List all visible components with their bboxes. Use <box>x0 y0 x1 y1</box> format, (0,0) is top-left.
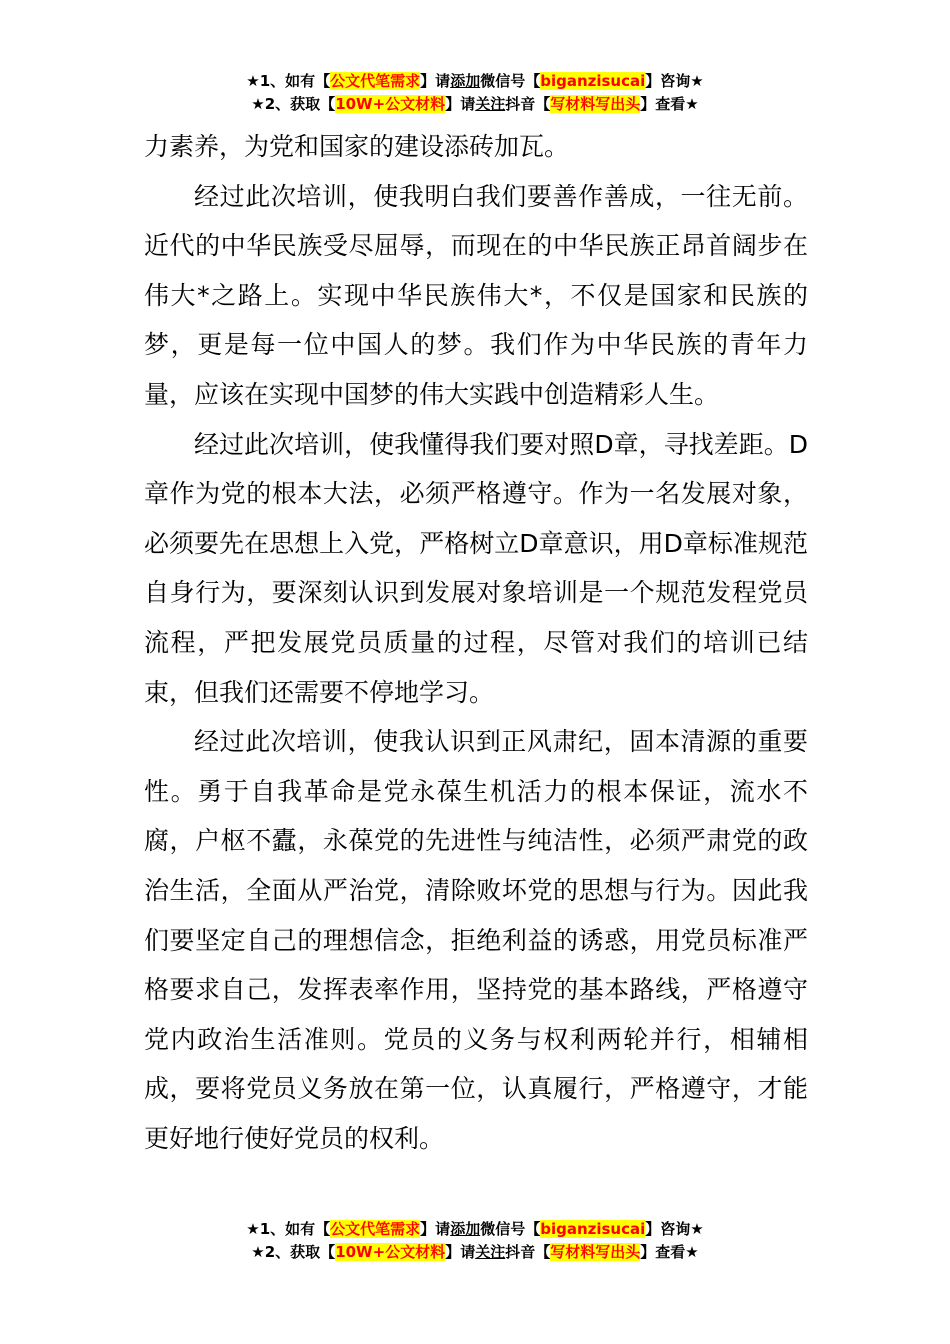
header-banner <box>0 70 950 116</box>
banner-highlight: 10W+公文材料 <box>335 95 446 113</box>
banner-highlight: biganzisucai <box>540 72 646 90</box>
paragraph: 力素养，为党和国家的建设添砖加瓦。 <box>144 132 570 161</box>
banner-line-2 <box>0 1241 950 1264</box>
banner-highlight: biganzisucai <box>540 1220 646 1238</box>
banner-text: 微信号【 <box>480 1220 541 1238</box>
banner-text: 抖音【 <box>505 1243 551 1261</box>
banner-text: ★1、如有【 <box>246 72 331 90</box>
paragraph: 经过此次培训，使我明白我们要善作善成，一往无前。近代的中华民族受尽屈辱，而现在的中华民族正昂首阔步在伟大*之路上。实现中华民族伟大*，不仅是国家和民族的梦，更是每一位中国人的梦。我们作为中华民族的青年力量，应该在实现中国梦的伟大实践中创造精彩人生。 <box>144 181 808 409</box>
banner-text: 】查看★ <box>640 95 699 113</box>
banner-text: 抖音【 <box>505 95 551 113</box>
banner-line-2 <box>0 93 950 116</box>
footer-banner <box>0 1218 950 1264</box>
banner-text: 】咨询★ <box>645 72 704 90</box>
banner-line-1 <box>0 70 950 93</box>
banner-underline: 关注 <box>475 1243 506 1261</box>
banner-text: 】请 <box>445 1243 476 1261</box>
banner-text: ★2、获取【 <box>251 1243 336 1261</box>
banner-highlight: 写材料写出头 <box>550 1243 641 1261</box>
banner-highlight: 公文代笔需求 <box>330 1220 421 1238</box>
banner-highlight: 10W+公文材料 <box>335 1243 446 1261</box>
banner-text: 】请 <box>420 72 451 90</box>
banner-text: 】查看★ <box>640 1243 699 1261</box>
banner-highlight: 公文代笔需求 <box>330 72 421 90</box>
banner-text: 】请 <box>445 95 476 113</box>
banner-line-1 <box>0 1218 950 1241</box>
banner-text: 】咨询★ <box>645 1220 704 1238</box>
banner-text: 微信号【 <box>480 72 541 90</box>
banner-text: 】请 <box>420 1220 451 1238</box>
banner-text: ★2、获取【 <box>251 95 336 113</box>
banner-text: ★1、如有【 <box>246 1220 331 1238</box>
paragraph: 经过此次培训，使我认识到正风肃纪，固本清源的重要性。勇于自我革命是党永葆生机活力的根本保证，流水不腐，户枢不蠹，永葆党的先进性与纯洁性，必须严肃党的政治生活，全面从严治党，清除败坏党的思想与行为。因此我们要坚定自己的理想信念，拒绝利益的诱惑，用党员标准严格要求自己，发挥表率作用，坚持党的基本路线，严格遵守党内政治生活准则。党员的义务与权利两轮并行，相辅相成，要将党员义务放在第一位，认真履行，严格遵守，才能更好地行使好党员的权利。 <box>144 727 808 1153</box>
banner-underline: 添加 <box>450 72 481 90</box>
banner-highlight: 写材料写出头 <box>550 95 641 113</box>
document-body <box>144 122 808 1163</box>
banner-underline: 关注 <box>475 95 506 113</box>
paragraph: 经过此次培训，使我懂得我们要对照D章，寻找差距。D章作为党的根本大法，必须严格遵守。作为一名发展对象，必须要先在思想上入党，严格树立D章意识，用D章标准规范自身行为，要深刻认识到发展对象培训是一个规范发程党员流程，严把发展党员质量的过程，尽管对我们的培训已结束，但我们还需要不停地学习。 <box>144 429 808 707</box>
banner-underline: 添加 <box>450 1220 481 1238</box>
